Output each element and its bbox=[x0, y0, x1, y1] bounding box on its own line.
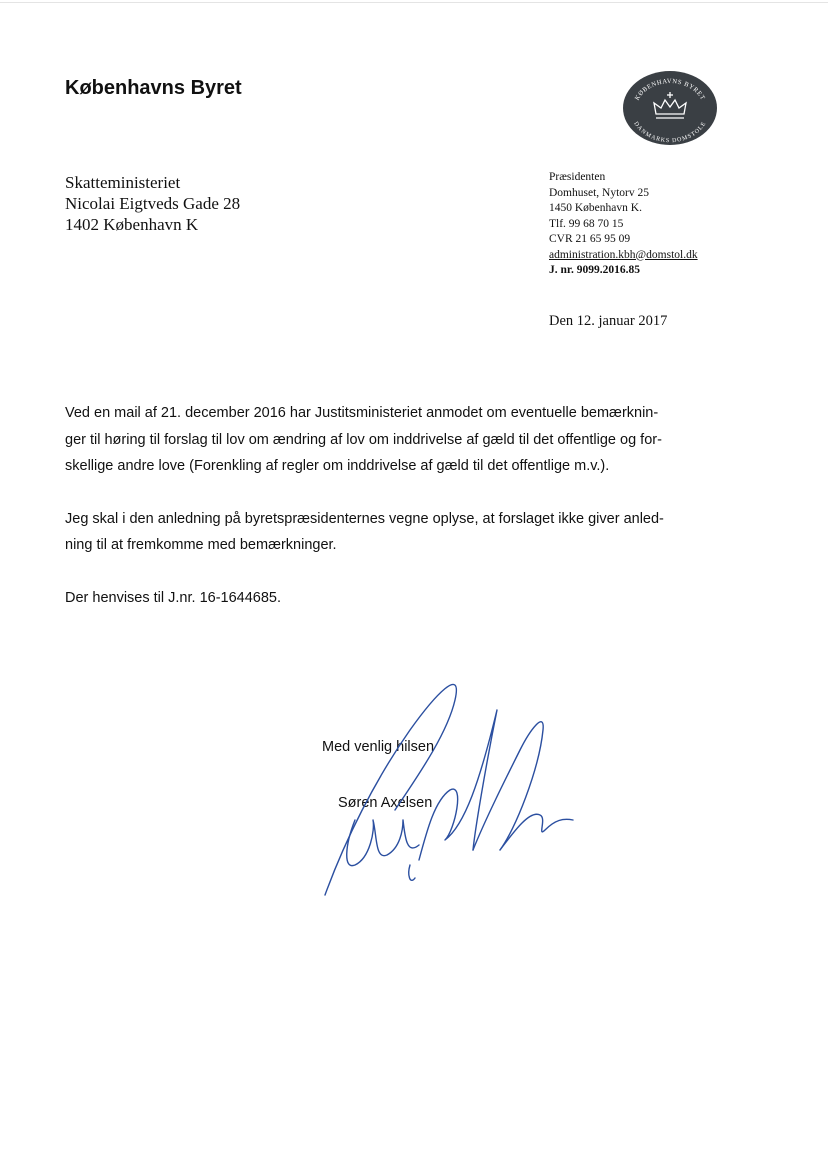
page-edge-line bbox=[0, 2, 828, 3]
paragraph-2-line-2: ning til at fremkomme med bemærkninger. bbox=[65, 537, 337, 553]
sender-cvr: CVR 21 65 95 09 bbox=[549, 233, 631, 245]
sender-journal-number: J. nr. 9099.2016.85 bbox=[549, 264, 640, 276]
paragraph-gap bbox=[65, 480, 725, 506]
recipient-line-1: Skatteministeriet bbox=[65, 173, 181, 192]
seal-bottom-text: DANMARKS DOMSTOLE bbox=[632, 120, 708, 145]
sender-address-1: Domhuset, Nytorv 25 bbox=[549, 186, 649, 199]
sender-address-2: 1450 København K. bbox=[549, 202, 642, 214]
sender-email-link[interactable]: administration.kbh@domstol.dk bbox=[549, 248, 698, 261]
letter-date: Den 12. januar 2017 bbox=[549, 313, 668, 329]
court-seal-icon bbox=[622, 70, 718, 146]
paragraph-1-line-3: skellige andre love (Forenkling af regler om inddrivelse af gæld til det offentlige m.v.). bbox=[65, 458, 610, 474]
recipient-line-2: Nicolai Eigtveds Gade 28 bbox=[65, 194, 241, 213]
seal-top-text: KØBENHAVNS BYRET bbox=[633, 77, 707, 102]
court-name-heading: Københavns Byret bbox=[65, 77, 242, 99]
sender-title: Præsidenten bbox=[549, 171, 606, 183]
paragraph-3: Der henvises til J.nr. 16-1644685. bbox=[65, 589, 282, 606]
paragraph-gap bbox=[65, 559, 725, 585]
letter-body bbox=[65, 400, 725, 611]
paragraph-1-line-1: Ved en mail af 21. december 2016 har Justitsministeriet anmodet om eventuelle bemærknin- bbox=[65, 405, 659, 421]
closing-greeting: Med venlig hilsen bbox=[322, 739, 435, 755]
handwritten-signature-icon bbox=[315, 660, 575, 910]
sender-phone: Tlf. 99 68 70 15 bbox=[549, 217, 624, 230]
sender-block bbox=[549, 170, 698, 279]
signer-name: Søren Axelsen bbox=[338, 795, 433, 811]
paragraph-2-line-1: Jeg skal i den anledning på byretspræsidenternes vegne oplyse, at forslaget ikke giver anled- bbox=[65, 510, 664, 527]
recipient-address bbox=[65, 172, 240, 235]
paragraph-1-line-2: ger til høring til forslag til lov om ændring af lov om inddrivelse af gæld til det offentlige og for- bbox=[65, 431, 662, 448]
recipient-line-3: 1402 København K bbox=[65, 215, 199, 234]
